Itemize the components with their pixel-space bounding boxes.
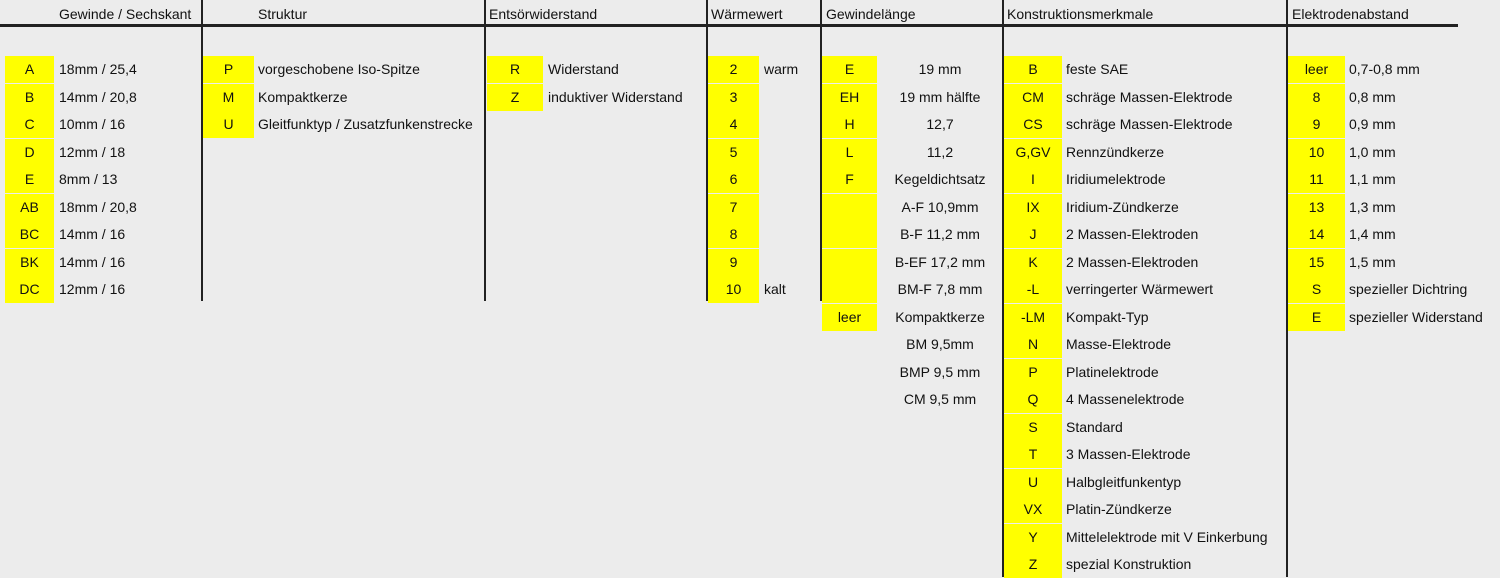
konstruktion-code-cell: B bbox=[1004, 56, 1062, 83]
konstruktion-code-cell: CM bbox=[1004, 84, 1062, 111]
konstruktion-value-cell: verringerter Wärmewert bbox=[1066, 281, 1214, 297]
gewinde-value-cell: 18mm / 25,4 bbox=[59, 61, 137, 77]
konstruktion-code-cell: T bbox=[1004, 441, 1062, 468]
header-struktur: Struktur bbox=[258, 6, 308, 22]
gewinde-code-cell: E bbox=[5, 166, 54, 193]
widerstand-value-cell: Widerstand bbox=[548, 61, 619, 77]
konstruktion-code-cell: VX bbox=[1004, 496, 1062, 523]
elektrodenabstand-value-cell: 0,7-0,8 mm bbox=[1349, 61, 1420, 77]
struktur-value-cell: vorgeschobene Iso-Spitze bbox=[258, 61, 420, 77]
elektrodenabstand-value-cell: 1,1 mm bbox=[1349, 171, 1396, 187]
elektrodenabstand-code-cell: 15 bbox=[1288, 249, 1345, 276]
elektrodenabstand-code-cell: 9 bbox=[1288, 111, 1345, 138]
waermewert-value-cell: warm bbox=[764, 61, 799, 77]
elektrodenabstand-value-cell: 0,8 mm bbox=[1349, 88, 1396, 105]
gewindelaenge-code-cell bbox=[822, 194, 877, 221]
konstruktion-code-cell: G,GV bbox=[1004, 139, 1062, 166]
struktur-code-cell: P bbox=[203, 56, 254, 83]
gewinde-value-cell: 18mm / 20,8 bbox=[59, 198, 137, 215]
gewindelaenge-code-cell: H bbox=[822, 111, 877, 138]
elektrodenabstand-code-cell: 8 bbox=[1288, 84, 1345, 111]
waermewert-code-cell: 10 bbox=[708, 276, 759, 303]
elektrodenabstand-code-cell: E bbox=[1288, 304, 1345, 331]
konstruktion-code-cell: U bbox=[1004, 469, 1062, 496]
elektrodenabstand-value-cell: 1,3 mm bbox=[1349, 198, 1396, 215]
struktur-code-cell: U bbox=[203, 111, 254, 138]
konstruktion-code-cell: Z bbox=[1004, 551, 1062, 578]
konstruktion-code-cell: S bbox=[1004, 414, 1062, 441]
gewinde-value-cell: 10mm / 16 bbox=[59, 116, 126, 132]
gewindelaenge-code-cell: F bbox=[822, 166, 877, 193]
gewindelaenge-value-cell: B-EF 17,2 mm bbox=[894, 253, 986, 270]
waermewert-code-cell: 3 bbox=[708, 84, 759, 111]
konstruktion-value-cell: spezial Konstruktion bbox=[1066, 556, 1192, 572]
gewindelaenge-value-cell: Kegeldichtsatz bbox=[894, 171, 986, 187]
gewindelaenge-code-cell bbox=[822, 276, 877, 303]
konstruktion-value-cell: Platinelektrode bbox=[1066, 363, 1159, 380]
gewinde-value-cell: 14mm / 16 bbox=[59, 253, 126, 270]
gewinde-code-cell: BK bbox=[5, 249, 54, 276]
struktur-value-cell: Gleitfunktyp / Zusatzfunkenstrecke bbox=[258, 116, 473, 132]
konstruktion-value-cell: schräge Massen-Elektrode bbox=[1066, 88, 1233, 105]
elektrodenabstand-code-cell: S bbox=[1288, 276, 1345, 303]
waermewert-code-cell: 7 bbox=[708, 194, 759, 221]
gewindelaenge-code-cell bbox=[822, 249, 877, 276]
gewinde-value-cell: 8mm / 13 bbox=[59, 171, 118, 187]
gewinde-code-cell: DC bbox=[5, 276, 54, 303]
elektrodenabstand-code-cell: leer bbox=[1288, 56, 1345, 83]
gewindelaenge-value-cell: 12,7 bbox=[926, 116, 954, 132]
konstruktion-code-cell: CS bbox=[1004, 111, 1062, 138]
gewindelaenge-code-cell: L bbox=[822, 139, 877, 166]
gewindelaenge-value-cell: 19 mm hälfte bbox=[899, 88, 981, 105]
widerstand-code-cell: R bbox=[487, 56, 543, 83]
waermewert-value-cell: kalt bbox=[764, 281, 786, 297]
gewindelaenge-value-cell: B-F 11,2 mm bbox=[900, 226, 980, 242]
elektrodenabstand-code-cell: 13 bbox=[1288, 194, 1345, 221]
gewindelaenge-value-cell: 19 mm bbox=[918, 61, 962, 77]
konstruktion-code-cell: I bbox=[1004, 166, 1062, 193]
konstruktion-code-cell: N bbox=[1004, 331, 1062, 358]
gewindelaenge-value-cell: Kompaktkerze bbox=[895, 308, 985, 325]
konstruktion-value-cell: feste SAE bbox=[1066, 61, 1129, 77]
elektrodenabstand-code-cell: 10 bbox=[1288, 139, 1345, 166]
header-rule bbox=[0, 24, 1458, 27]
gewinde-code-cell: BC bbox=[5, 221, 54, 248]
column-divider bbox=[201, 0, 203, 301]
gewindelaenge-code-cell: EH bbox=[822, 84, 877, 111]
konstruktion-value-cell: Kompakt-Typ bbox=[1066, 308, 1149, 325]
gewinde-code-cell: B bbox=[5, 84, 54, 111]
waermewert-code-cell: 6 bbox=[708, 166, 759, 193]
header-gewinde: Gewinde / Sechskant bbox=[59, 6, 192, 22]
elektrodenabstand-value-cell: 1,5 mm bbox=[1349, 253, 1396, 270]
gewinde-value-cell: 14mm / 16 bbox=[59, 226, 126, 242]
waermewert-code-cell: 4 bbox=[708, 111, 759, 138]
gewindelaenge-value-cell: BM 9,5mm bbox=[906, 336, 974, 352]
elektrodenabstand-value-cell: 0,9 mm bbox=[1349, 116, 1396, 132]
gewinde-code-cell: AB bbox=[5, 194, 54, 221]
waermewert-code-cell: 2 bbox=[708, 56, 759, 83]
waermewert-code-cell: 5 bbox=[708, 139, 759, 166]
header-gewindelaenge: Gewindelänge bbox=[826, 6, 916, 22]
header-waermewert: Wärmewert bbox=[711, 6, 783, 22]
elektrodenabstand-code-cell: 11 bbox=[1288, 166, 1345, 193]
gewinde-code-cell: D bbox=[5, 139, 54, 166]
konstruktion-code-cell: -L bbox=[1004, 276, 1062, 303]
konstruktion-value-cell: schräge Massen-Elektrode bbox=[1066, 116, 1233, 132]
konstruktion-value-cell: Iridiumelektrode bbox=[1066, 171, 1166, 187]
konstruktion-value-cell: 4 Massenelektrode bbox=[1066, 391, 1185, 407]
waermewert-code-cell: 8 bbox=[708, 221, 759, 248]
gewinde-code-cell: A bbox=[5, 56, 54, 83]
konstruktion-value-cell: Rennzündkerze bbox=[1066, 143, 1165, 160]
konstruktion-code-cell: Q bbox=[1004, 386, 1062, 413]
konstruktion-value-cell: Standard bbox=[1066, 418, 1123, 435]
konstruktion-value-cell: Iridium-Zündkerze bbox=[1066, 198, 1179, 215]
header-elektrodenabstand: Elektrodenabstand bbox=[1292, 6, 1409, 22]
widerstand-value-cell: induktiver Widerstand bbox=[548, 88, 683, 105]
header-widerstand: Entsörwiderstand bbox=[489, 6, 598, 22]
konstruktion-code-cell: P bbox=[1004, 359, 1062, 386]
konstruktion-value-cell: Mittelelektrode mit V Einkerbung bbox=[1066, 528, 1268, 545]
elektrodenabstand-value-cell: spezieller Widerstand bbox=[1349, 308, 1483, 325]
gewindelaenge-value-cell: A-F 10,9mm bbox=[901, 198, 979, 215]
gewindelaenge-code-cell bbox=[822, 221, 877, 248]
konstruktion-value-cell: 3 Massen-Elektrode bbox=[1066, 446, 1191, 462]
konstruktion-code-cell: J bbox=[1004, 221, 1062, 248]
elektrodenabstand-code-cell: 14 bbox=[1288, 221, 1345, 248]
konstruktion-value-cell: 2 Massen-Elektroden bbox=[1066, 226, 1199, 242]
konstruktion-value-cell: Halbgleitfunkentyp bbox=[1066, 473, 1182, 490]
gewindelaenge-value-cell: BM-F 7,8 mm bbox=[897, 281, 983, 297]
konstruktion-code-cell: K bbox=[1004, 249, 1062, 276]
widerstand-code-cell: Z bbox=[487, 84, 543, 111]
konstruktion-code-cell: -LM bbox=[1004, 304, 1062, 331]
waermewert-code-cell: 9 bbox=[708, 249, 759, 276]
gewinde-code-cell: C bbox=[5, 111, 54, 138]
gewindelaenge-code-cell: E bbox=[822, 56, 877, 83]
gewindelaenge-value-cell: 11,2 bbox=[926, 143, 954, 160]
konstruktion-code-cell: Y bbox=[1004, 524, 1062, 551]
elektrodenabstand-value-cell: 1,4 mm bbox=[1349, 226, 1396, 242]
column-divider bbox=[484, 0, 486, 301]
gewinde-value-cell: 12mm / 16 bbox=[59, 281, 126, 297]
elektrodenabstand-value-cell: 1,0 mm bbox=[1349, 143, 1396, 160]
struktur-code-cell: M bbox=[203, 84, 254, 111]
elektrodenabstand-value-cell: spezieller Dichtring bbox=[1349, 281, 1468, 297]
struktur-value-cell: Kompaktkerze bbox=[258, 88, 348, 105]
konstruktion-code-cell: IX bbox=[1004, 194, 1062, 221]
konstruktion-value-cell: Masse-Elektrode bbox=[1066, 336, 1172, 352]
gewindelaenge-value-cell: BMP 9,5 mm bbox=[899, 363, 981, 380]
konstruktion-value-cell: Platin-Zündkerze bbox=[1066, 501, 1172, 517]
gewinde-value-cell: 12mm / 18 bbox=[59, 143, 126, 160]
gewinde-value-cell: 14mm / 20,8 bbox=[59, 88, 137, 105]
gewindelaenge-code-cell: leer bbox=[822, 304, 877, 331]
konstruktion-value-cell: 2 Massen-Elektroden bbox=[1066, 253, 1199, 270]
header-konstruktion: Konstruktionsmerkmale bbox=[1007, 6, 1154, 22]
gewindelaenge-value-cell: CM 9,5 mm bbox=[903, 391, 977, 407]
